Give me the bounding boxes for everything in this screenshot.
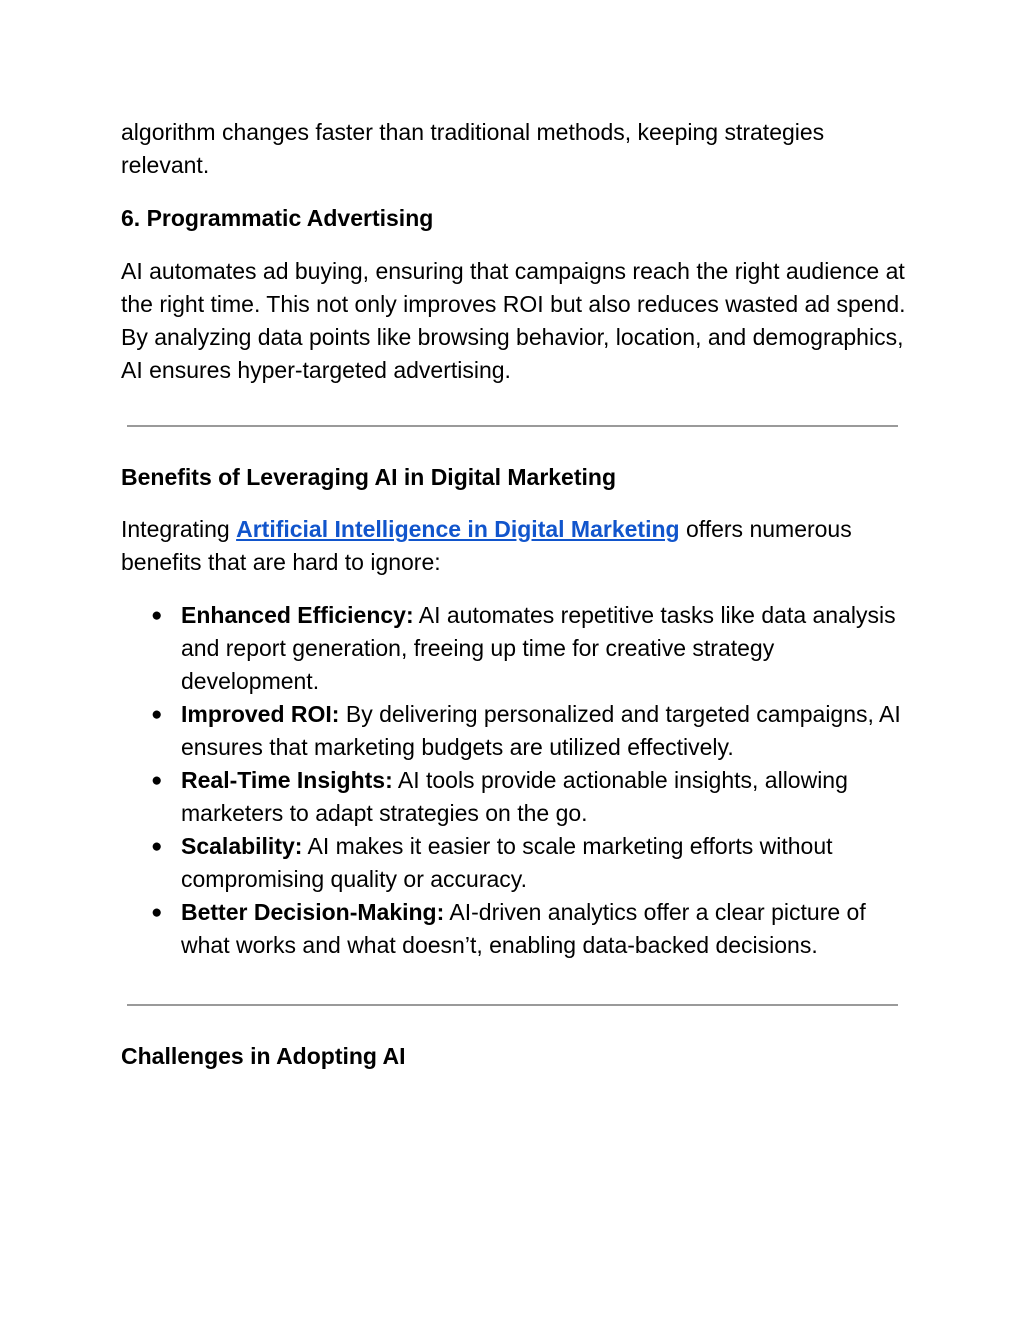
bullet-icon: ● [151, 902, 163, 923]
ai-digital-marketing-link[interactable]: Artificial Intelligence in Digital Marketing [236, 516, 680, 542]
bullet-icon: ● [151, 605, 163, 626]
programmatic-heading: 6. Programmatic Advertising [121, 205, 434, 231]
list-item-text: AI-driven analytics offer a clear picture of what works and what doesn’t, enabling data-backed decisions. [181, 899, 866, 958]
list-item [121, 896, 911, 962]
benefits-intro-before: Integrating [121, 516, 237, 542]
challenges-heading: Challenges in Adopting AI [121, 1043, 406, 1069]
list-item-text: AI tools provide actionable insights, allowing marketers to adapt strategies on the go. [181, 767, 848, 826]
benefits-intro-paragraph [121, 513, 911, 579]
list-item-text: By delivering personalized and targeted campaigns, AI ensures that marketing budgets are utilized effectively. [181, 701, 901, 760]
list-item [121, 830, 911, 896]
list-item-title: Scalability: [181, 833, 303, 859]
list-item-text: AI makes it easier to scale marketing efforts without compromising quality or accuracy. [181, 833, 833, 892]
list-item [121, 764, 911, 830]
benefits-intro-after: offers numerous benefits that are hard to ignore: [121, 516, 852, 575]
bullet-icon: ● [151, 770, 163, 791]
document-page [121, 116, 911, 1073]
list-item-title: Enhanced Efficiency: [181, 602, 414, 628]
programmatic-paragraph: AI automates ad buying, ensuring that campaigns reach the right audience at the right time. This not only improves ROI but also reduces wasted ad spend. By analyzing data points like browsing behavior, location, and demographics, AI ensures hyper-targeted advertising. [121, 258, 906, 383]
section-divider [127, 1004, 898, 1006]
intro-paragraph: algorithm changes faster than traditional methods, keeping strategies relevant. [121, 119, 825, 178]
list-item-title: Better Decision-Making: [181, 899, 445, 925]
list-item [121, 599, 911, 698]
list-item-title: Improved ROI: [181, 701, 340, 727]
list-item-title: Real-Time Insights: [181, 767, 393, 793]
benefits-heading: Benefits of Leveraging AI in Digital Marketing [121, 464, 616, 490]
list-item-text: AI automates repetitive tasks like data analysis and report generation, freeing up time for creative strategy development. [181, 602, 896, 694]
section-divider [127, 425, 898, 427]
benefits-list [121, 599, 911, 962]
bullet-icon: ● [151, 836, 163, 857]
list-item [121, 698, 911, 764]
bullet-icon: ● [151, 704, 163, 725]
